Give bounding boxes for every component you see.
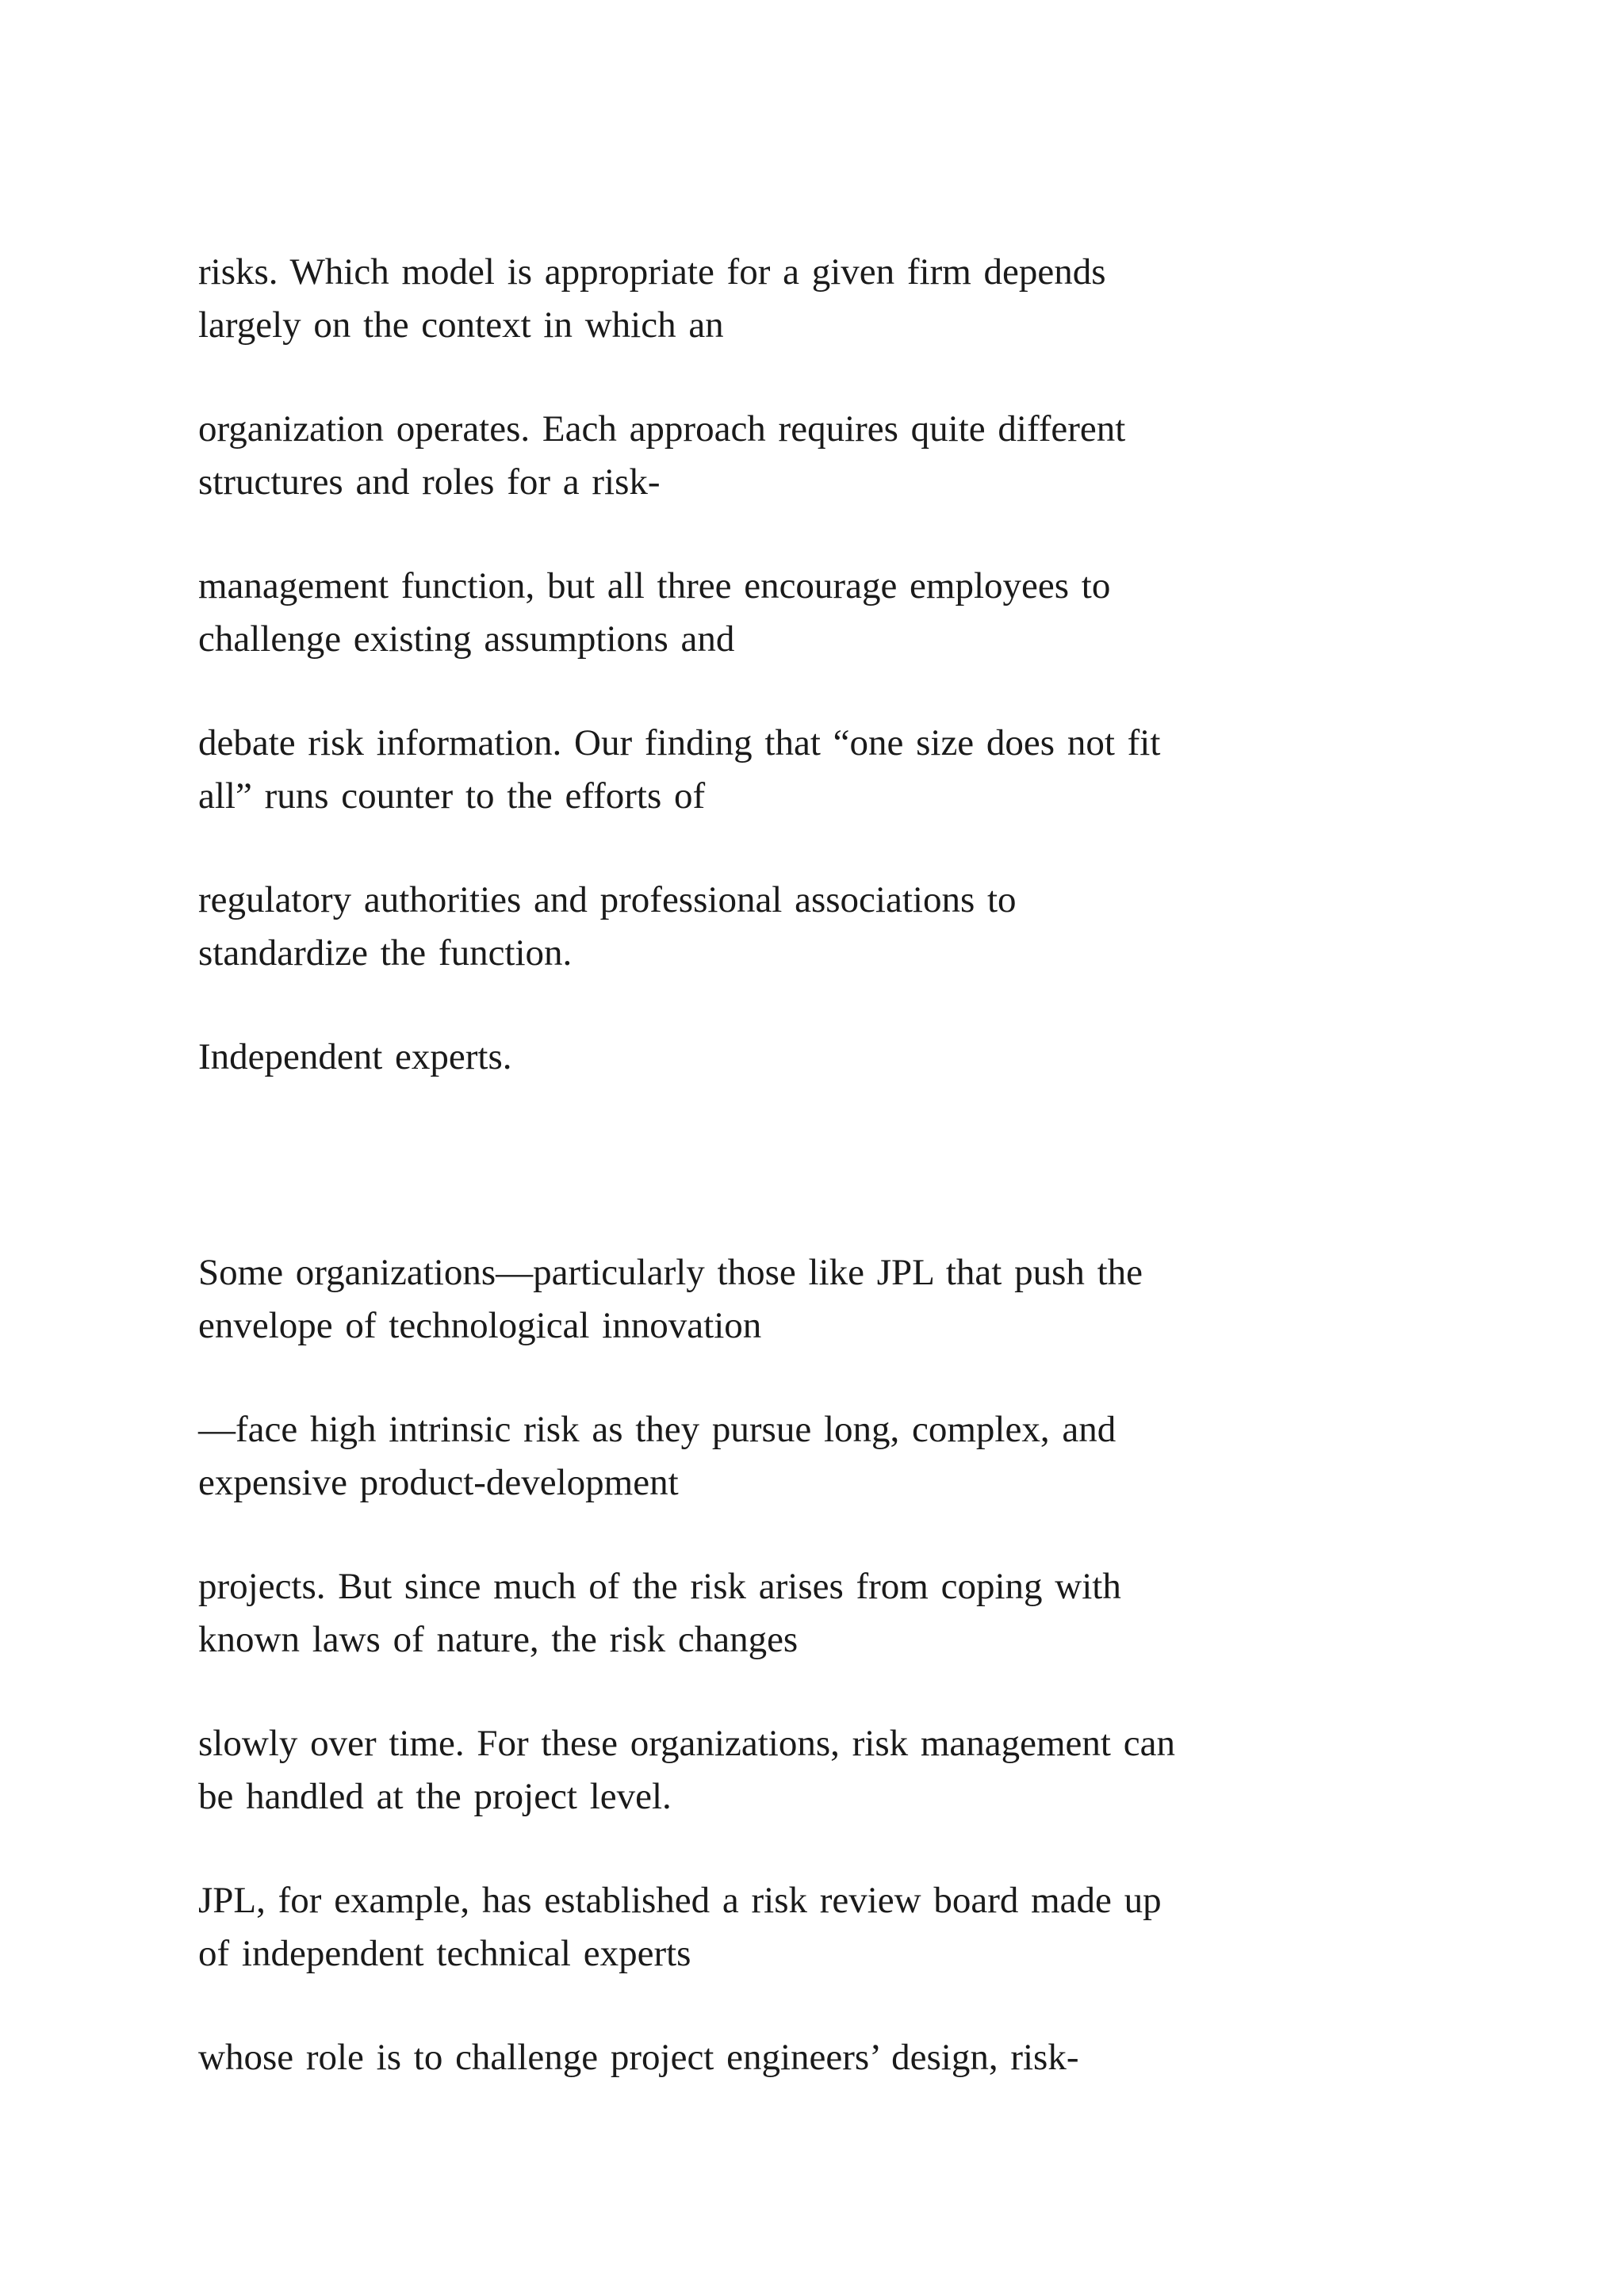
paragraph-line: organization operates. Each approach requires quite different (198, 408, 1126, 450)
paragraph-line: regulatory authorities and professional associations to (198, 879, 1017, 920)
paragraph-11 (198, 1874, 1507, 1980)
paragraph-line: slowly over time. For these organizations, risk management can (198, 1723, 1175, 1764)
paragraph-1 (198, 246, 1507, 352)
paragraph-9 (198, 1560, 1507, 1667)
paragraph-line: risks. Which model is appropriate for a given firm depends (198, 251, 1106, 293)
paragraph-2 (198, 403, 1507, 509)
paragraph-line: of independent technical experts (198, 1933, 691, 1974)
paragraph-line: challenge existing assumptions and (198, 618, 735, 660)
paragraph-3 (198, 560, 1507, 666)
paragraph-7 (198, 1246, 1507, 1353)
paragraph-line: all” runs counter to the efforts of (198, 775, 706, 817)
paragraph-line: whose role is to challenge project engineers’ design, risk- (198, 2037, 1079, 2078)
paragraph-12 (198, 2031, 1507, 2084)
paragraph-line: Some organizations—particularly those like JPL that push the (198, 1252, 1143, 1293)
paragraph-line: projects. But since much of the risk arises from coping with (198, 1566, 1121, 1607)
paragraph-line: management function, but all three encourage employees to (198, 565, 1111, 607)
paragraph-8 (198, 1403, 1507, 1510)
paragraph-5 (198, 874, 1507, 980)
paragraph-line: be handled at the project level. (198, 1776, 672, 1817)
paragraph-line: Independent experts. (198, 1036, 512, 1077)
paragraph-line: structures and roles for a risk- (198, 461, 661, 503)
paragraph-line: standardize the function. (198, 932, 573, 974)
paragraph-line: envelope of technological innovation (198, 1305, 762, 1346)
paragraph-line: known laws of nature, the risk changes (198, 1619, 799, 1660)
paragraph-line: JPL, for example, has established a risk review board made up (198, 1880, 1162, 1921)
paragraph-line: largely on the context in which an (198, 304, 724, 346)
paragraph-line: expensive product-development (198, 1462, 679, 1503)
paragraph-line: debate risk information. Our finding that “one size does not fit (198, 722, 1161, 763)
paragraph-line: —face high intrinsic risk as they pursue long, complex, and (198, 1409, 1116, 1450)
section-heading (198, 1031, 1507, 1084)
paragraph-4 (198, 717, 1507, 823)
paragraph-10 (198, 1717, 1507, 1823)
